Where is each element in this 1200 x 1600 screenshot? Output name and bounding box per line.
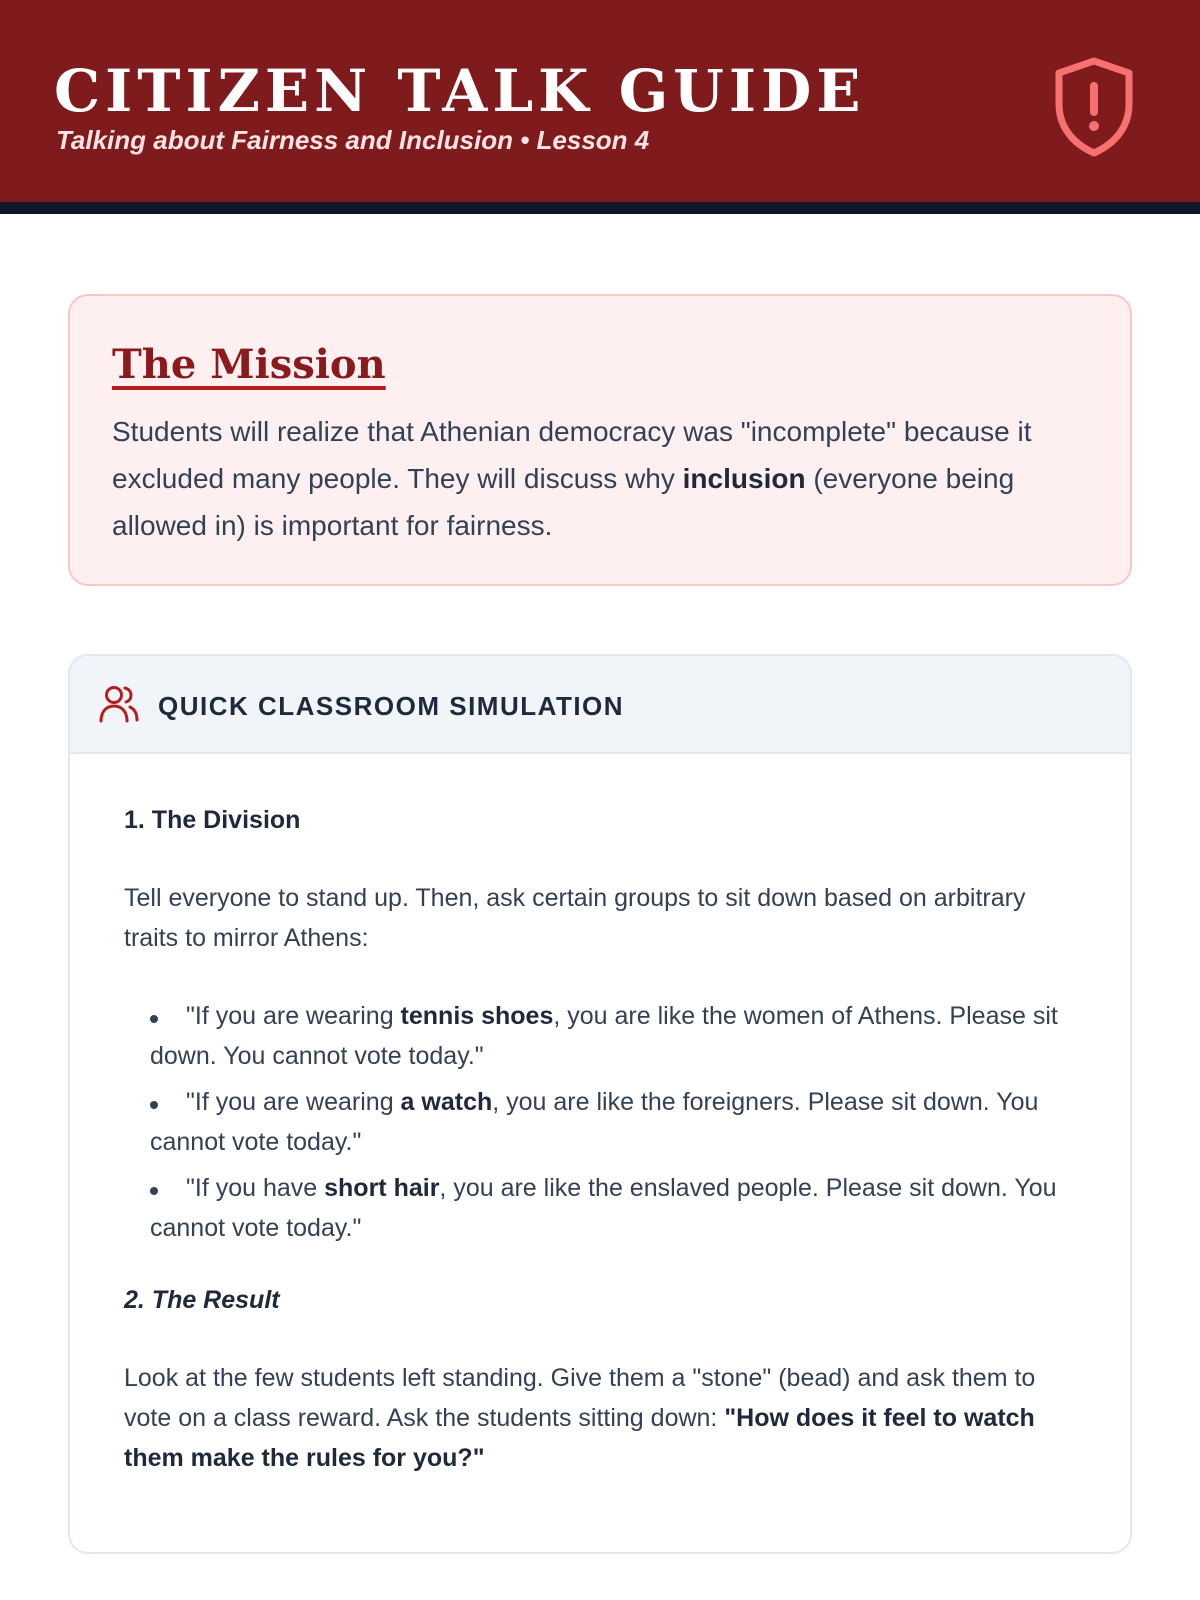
- simulation-header: [70, 656, 1130, 754]
- bullet-dot: [150, 1101, 158, 1109]
- step-heading: 2. The Result: [124, 1286, 280, 1314]
- list-item-bold: tennis shoes: [400, 1002, 554, 1030]
- simulation-title: QUICK CLASSROOM SIMULATION: [158, 691, 625, 721]
- mission-keyword: inclusion: [682, 463, 806, 494]
- page-subtitle: Talking about Fairness and Inclusion • Lesson 4: [56, 125, 650, 155]
- list-item-text: "If you have: [186, 1174, 325, 1202]
- step-intro: Tell everyone to stand up. Then, ask certain groups to sit down based on arbitrary traits to mirror Athens:: [124, 884, 1026, 952]
- list-item: [124, 1168, 1084, 1248]
- step-result-text: [124, 1358, 1084, 1478]
- page-title: CITIZEN TALK GUIDE: [54, 57, 866, 125]
- simulation-card: [68, 654, 1132, 1554]
- result-text-part: Look at the few students left standing. Give them a "stone" (bead) and ask them to vote on a class reward. Ask the students sitting down:: [124, 1364, 1036, 1432]
- mission-title: The Mission: [112, 341, 386, 388]
- shield-alert-icon: [1052, 56, 1136, 158]
- list-item-text: "If you are wearing: [186, 1088, 401, 1116]
- list-item: [124, 1082, 1084, 1162]
- page-header: [0, 0, 1200, 214]
- mission-text: [112, 408, 1092, 549]
- result-question: "How does it feel to watch them make the rules for you?": [124, 1404, 1035, 1472]
- list-item-bold: short hair: [324, 1174, 440, 1202]
- list-item-text: , you are like the enslaved people. Please sit down. You cannot vote today.": [150, 1174, 1057, 1242]
- list-item-text: , you are like the women of Athens. Please sit down. You cannot vote today.": [150, 1002, 1058, 1070]
- simulation-body: [124, 804, 1084, 1478]
- bullet-dot: [150, 1187, 158, 1195]
- trait-list: [124, 996, 1084, 1248]
- list-item: [124, 996, 1084, 1076]
- users-icon: [98, 684, 140, 724]
- list-item-bold: a watch: [400, 1088, 493, 1116]
- list-item-text: , you are like the foreigners. Please sit down. You cannot vote today.": [150, 1088, 1039, 1156]
- step-heading: 1. The Division: [124, 806, 301, 834]
- mission-text-part: Students will realize that Athenian democracy was "incomplete" because it excluded many people. They will discuss why: [112, 416, 1032, 494]
- mission-card: [68, 294, 1132, 586]
- list-item-text: "If you are wearing: [186, 1002, 401, 1030]
- mission-text-part: (everyone being allowed in) is important for fairness.: [112, 463, 1015, 541]
- bullet-dot: [150, 1015, 158, 1023]
